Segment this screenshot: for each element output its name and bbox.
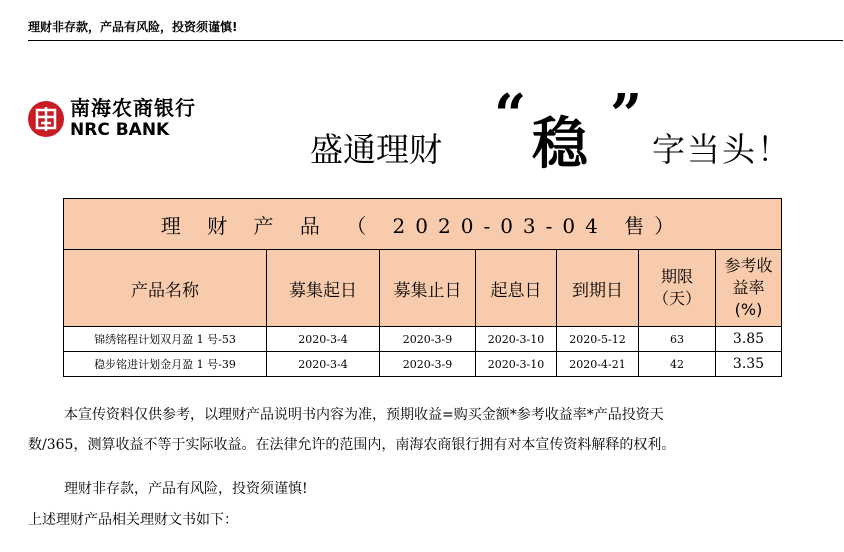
raise-start-cell: 2020-3-4 (267, 352, 380, 377)
col-header-product-name: 产品名称 (64, 250, 267, 327)
product-name-cell: 锦绣铭程计划双月盈 1 号-53 (64, 327, 267, 352)
col-header-term-days: 期限（天） (639, 250, 716, 327)
table-row (64, 327, 782, 352)
bank-emblem-icon (28, 101, 64, 137)
notice-line-2: 数/365，测算收益不等于实际收益。在法律允许的范围内，南海农商银行拥有对本宣传资料解释的权利。 (28, 437, 676, 453)
raise-end-cell: 2020-3-9 (380, 327, 476, 352)
notice-paragraph (28, 400, 813, 460)
bank-name-cn: 南海农商银行 (70, 96, 196, 120)
product-table (63, 198, 782, 377)
product-name-cell: 稳步铭进计划金月盈 1 号-39 (64, 352, 267, 377)
slogan-keyword: 稳 (532, 111, 588, 177)
col-header-reference-yield: 参考收益率(%) (716, 250, 782, 327)
term-days-cell: 63 (639, 327, 716, 352)
header-disclaimer: 理财非存款，产品有风险，投资须谨慎! (28, 20, 238, 34)
raise-start-cell: 2020-3-4 (267, 327, 380, 352)
slogan-suffix: 字当头！ (652, 130, 792, 169)
value-date-cell: 2020-3-10 (476, 352, 557, 377)
maturity-date-cell: 2020-5-12 (557, 327, 639, 352)
risk-warning: 理财非存款，产品有风险，投资须谨慎! (64, 481, 308, 497)
col-header-maturity-date: 到期日 (557, 250, 639, 327)
raise-end-cell: 2020-3-9 (380, 352, 476, 377)
col-header-raise-start: 募集起日 (267, 250, 380, 327)
maturity-date-cell: 2020-4-21 (557, 352, 639, 377)
col-header-value-date: 起息日 (476, 250, 557, 327)
table-title: 理 财 产 品 （ 2020-03-04 售） (64, 199, 782, 250)
reference-yield-cell: 3.35 (716, 352, 782, 377)
term-days-cell: 42 (639, 352, 716, 377)
documents-intro: 上述理财产品相关理财文书如下： (28, 512, 238, 528)
slogan-open-quote: “ (494, 82, 527, 148)
bank-name-en: NRC BANK (70, 120, 170, 140)
slogan (310, 78, 830, 178)
bank-logo (28, 98, 196, 139)
reference-yield-cell: 3.85 (716, 327, 782, 352)
notice-line-1: 本宣传资料仅供参考，以理财产品说明书内容为准，预期收益=购买金额*参考收益率*产品投资天 (64, 407, 664, 423)
slogan-close-quote: ” (610, 82, 643, 148)
table-row (64, 352, 782, 377)
col-header-raise-end: 募集止日 (380, 250, 476, 327)
header-divider (28, 40, 843, 41)
slogan-prefix: 盛通理财 (310, 130, 442, 169)
value-date-cell: 2020-3-10 (476, 327, 557, 352)
